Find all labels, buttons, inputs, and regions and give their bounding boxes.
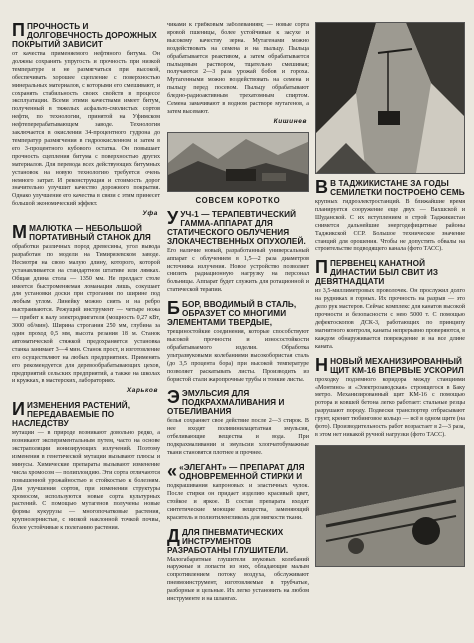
article-text: от качества применяемого нефтяного битума. Он должны сохранять упругость и прочность при низкой температуре и не размягчаться при высокой, обеспечивать хорошее сцепление с поверхностью минеральных материалов, с которыми его смешивают, и сохранять стабильность своих свойств в процессе эксплуатации. Всеми этими качествами имеет битум, полученный в тяжелых асфальто-смолистых сортов нефти, по технологии, принятой на Уфимском нефтеперерабатывающем заводе. Технология заключается в окислении 34-процентного гудрона до температур размягчения в гидроокисленном и затем в его 3-процентного кубового остатка. Он повышает прочность сцепления битума с поверхностью других материалов. Для перевода всех действующих битумных установок на новую технологию требуется очень немного затрат. И реконструкция и стоимость дорог значительно улучшит качество дорожного покрытия. Однако улучшение его качества в связи с этим принесет большой экономический эффект. (12, 51, 160, 208)
brief-heading: « «ЭЛЕГАНТ» — ПРЕПАРАТ ДЛЯ ОДНОВРЕМЕННОЙ СТИРКИ И (167, 461, 305, 481)
brief-elegant (167, 463, 309, 523)
brief-text: подкрашивания капроновых и эластичных чулок. После стирки он придает изделию красивый цвет, стойкое и яркое. В состав препарата входят синтетические моющие вещества, заменяющий краситель и полиэтиленгликоль для мягкости ткани. (167, 483, 309, 521)
brief-heading: Д ДЛЯ ПНЕВМАТИЧЕСКИХ ИНСТРУМЕНТОВ РАЗРАБОТАНЫ ГЛУШИТЕЛИ. (167, 525, 289, 555)
article-heading: П ПРОЧНОСТЬ И ДОЛГОВЕЧНОСТЬ ДОРОЖНЫХ ПОКРЫТИЙ ЗАВИСИТ (12, 22, 157, 49)
brief-heading: Э ЭМУЛЬСИЯ ДЛЯ ПОДКРАХМАЛИВАНИЯ И ОТБЕЛИВАНИЯ (167, 387, 285, 417)
article-signature: Уфа (142, 210, 158, 218)
article-mutations-continued (167, 22, 309, 126)
brief-text: белья сохраняет свое действие после 2—3 стирок. В нее входят поливинилацетатная эмульсия, отбеливающие вещества и вода. При подкрахмаливании и эмульсии хлопчатобумажные ткани становятся плотнее и прочнее. (167, 418, 309, 457)
article-mutations (12, 401, 160, 533)
column-middle (167, 22, 309, 636)
article-heading: Н НОВЫЙ МЕХАНИЗИРОВАННЫЙ ЩИТ КМ-16 ВПЕРВЫЕ УСКОРИЛ (315, 354, 464, 375)
article-heading: В В ТАДЖИКИСТАНЕ ЗА ГОДЫ СЕМИЛЕТКИ ПОСТРОЕНО СЕМЬ (315, 177, 465, 197)
photo-hydro-station (315, 22, 465, 174)
article-text: чиками к грибковым заболеваниям; — новые сорта яровой пшеницы, более устойчивые к засухе и высокому качеству зерна. Мутагенами можно воздействовать на семена и на пыльцу. Пыльца обрабатывается реактивом, а затем обрабатывается пыльцевым раствором, тщательно смешивая; получаются 2—3 раза урожай бобов и гороха. Мутагенными можно воздействовать на семена и пыльцу перед посевом. Пыльцу обрабатывают бледно-радиоактивным трехатомным спиртом. Семена замачивают в водном растворе мутагенов, а затем высевают. (167, 22, 309, 115)
article-signature: Кишинев (273, 117, 307, 125)
brief-text: трещиностойкие соединения, которые способствуют высокой прочности и износостойкости обрабатываемого изделия. Обработка ультразвуковыми колебаниями высокобористая сталь (до 3,5 процента бора) при высокой температуре позволяет раскатывать листы. Производить из бористой стали жаропрочные трубы и тонкие листы. (167, 329, 309, 383)
section-title: СОВСЕМ КОРОТКО (195, 195, 281, 205)
article-shield (315, 354, 465, 440)
article-heading: И ИЗМЕНЕНИЯ РАСТЕНИЙ, ПЕРЕДАВАЕМЫЕ ПО НАСЛЕДСТВУ (12, 399, 131, 429)
brief-text: Малогабаритные глушители звуковых колебаний наружные и лопасти из них, обладающие малым сопротивлением потоку воздуха, обслуживают пневмоинструмент, изготовляемые в трубчатые, разборные и цельные. Их легко установить на любом инструменте и на шлангах. (167, 556, 309, 603)
article-text: крупных гидроэлектростанций. В ближайшие время планируется сооружение еще двух — Вахшской и Шуданской. С их вступлением в строй Таджикистан снимется дальнейшие энергодефицитные районы Таджикской ССР. Большое техническое значение станций для орошения. Чтобы не допустить обвалы на строительстве подводящего канала (фото ТАСС). (315, 199, 465, 253)
brief-heading: УУЧ-1 — ТЕРАПЕВТИЧЕСКИЙ ГАММА-АППАРАТ ДЛЯ СТАТИЧЕСКОГО ОБЛУЧЕНИЯ ЗЛОКАЧЕСТВЕННЫХ ОПУХОЛЕЙ. (167, 207, 306, 246)
brief-uch1 (167, 207, 309, 295)
article-heading: М МАЛЮТКА — НЕБОЛЬШОЙ ПОРТАТИВНЫЙ СТАНОК ДЛЯ (12, 222, 151, 243)
article-text: проходку подземного коридора между станциями «Монтино» и «Электрозаводская» строящегося в Баку метро. Механизированный щит КМ-16 с помощью ротора и ковшей бетона легко работает: стальные резцы разрушают породу. Подвески транспортер отбрасывают грунт, кренят тюбинговое кольцо — всё в одном щите (на фото). Производительность работ возрастает в 2—3 раза, в этом нет никакой ручной нагрузки (фото ТАСС). (315, 376, 465, 438)
article-bitumen (12, 22, 160, 218)
column-left (12, 22, 160, 636)
brief-boron (167, 300, 309, 384)
photo-mountains (167, 132, 309, 192)
article-heading: П ПЕРВЕНЕЦ КАНАТНОЙ ДИНАСТИИ БЫЛ СВИТ ИЗ ДЕВЯТНАДЦАТИ (315, 257, 439, 287)
brief-heading: Б БОР, ВВОДИМЫЙ В СТАЛЬ, ОБРАЗУЕТ СО МНОГИМИ ЭЛЕМЕНТАМИ ТВЕРДЫЕ, (167, 298, 297, 328)
article-text: обработки различных пород древесины, угол вывода разработан по модели на Тимирязевском заводе. Несмотря на свою малую длину, которого, которой устанавливается на стандартном штативе или лямках. Общая длина стола — 1350 мм. Не прелдаст столе имеется быстроменяемая ломанация лишь, сокушает для установки доски при строгании по ширине под любым углом. Линейку можно сиять и на ребро выстраиваются. Режущий инструмент — четыре ножа — прибит к валу электродвигателя (мощность 0,27 кВт, 3000 об/мин). Ширина строгания 250 мм, глубина за один проход 0,5 мм, высота резания 18 м. Станок автоматической стяжкой предохраняется установка станка занимает 3—4 мин. Станок прост, и изготовление его осуществляют на любых предприятиях. Применять его рекомендуется для деревообрабатывающих цехов, предприятий сельских предприятий, а также на школах и кружках, в мастерских, лабораториях. (12, 244, 160, 385)
column-right (315, 22, 465, 636)
brief-emulsion (167, 389, 309, 458)
article-text: мутации — в природе возникают довольно редко, а возникают экспериментальным путем, часто на основе экстраполяции ионизирующих излучений. Поэтому изменения в генетической мутации вызывают плюсы и минусы. Химические препараты вызывают изменение числа хромосом — полиплоидию. Эти сорта отличаются повышенной урожайностью и стойкостью к болезням. Для улучшения сортов, при изменении структуры хромосом, используются новые сорта культурных растений. С помощью мутагенов получены новые формы кукурузы — многопочатковые растения, крупнозернистые, с низкой наклонной точкой почвы, более устойчивые к полеганию растения. (12, 430, 160, 532)
article-rope (315, 259, 465, 351)
article-malyutka (12, 224, 160, 395)
photo-tunnel-shield (315, 445, 465, 567)
article-tajikistan (315, 179, 465, 254)
article-text: из 3,5-миллиметровых проволочек. Он прослужил долго на рудниках в горных. Их прочность на разрыв — это дело рук мастеров. Сейчас комплекс для канатов высокой прочности и безопасности с нею 5000 т. С помощью дефектоскопов ДСК-3, работающих по принципу магнитного контроля, канаты непрерывно проверяются, в каждом обнаруживается повреждение и на все длине каната. (315, 288, 465, 350)
article-signature: Харьков (126, 387, 158, 395)
brief-pneumatic (167, 525, 309, 604)
brief-text: Его наличие новый, разработанный универсальный аппарат с облучением в 1,5—2 раза диаметров источника излучения. Новое устройство позволяет снизить радиационную нагрузку на персонал больницы. Аппарат будет служить для ротационной и статической терапии. (167, 247, 309, 294)
